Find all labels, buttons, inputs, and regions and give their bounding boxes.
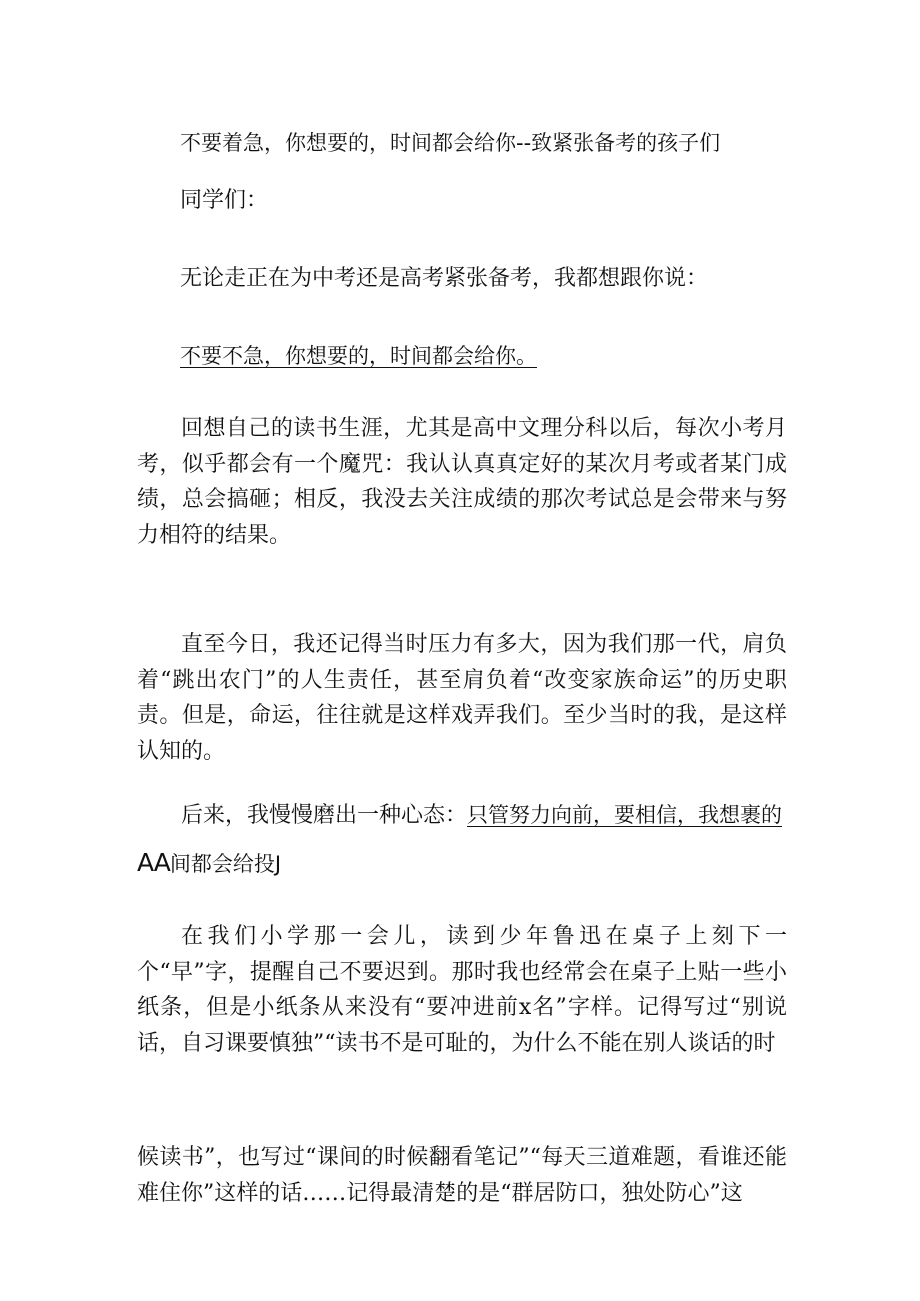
paragraph-3-garbled-rest: 间都会给投J	[169, 852, 282, 876]
highlight-sentence: 不要不急，你想要的，时间都会给你。	[180, 344, 537, 368]
paragraph-3-line-1	[181, 800, 782, 831]
paragraph-2: 直至今日，我还记得当时压力有多大，因为我们那一代，肩负着“跳出农门”的人生责任，甚至肩负着“改变家族命运”的历史职责。但是，命运，往往就是这样戏弄我们。至少当时的我，是这样认知的。	[137, 632, 787, 764]
paragraph-5: 候读书”，也写过“课间的时候翻看笔记”“每天三道难题，看谁还能难住你”这样的话……记得最清楚的是“群居防口，独处防心”这	[137, 1145, 787, 1206]
paragraph-3-line-2	[137, 848, 281, 879]
paragraph-1: 回想自己的读书生涯，尤其是高中文理分科以后，每次小考月考，似乎都会有一个魔咒：我认认真真定好的某次月考或者某门成绩，总会搞砸；相反，我没去关注成绩的那次考试总是会带来与努力相符的结果。	[137, 416, 787, 548]
paragraph-3-garbled-prefix: AA	[137, 848, 170, 877]
greeting: 同学们：	[180, 188, 269, 213]
paragraph-4: 在我们小学那一会儿，读到少年鲁迅在桌子上刻下一个“早”字，提醒自己不要迟到。那时我也经常会在桌子上贴一些小纸条，但是小纸条从来没有“要冲进前x名”字样。记得写过“别说话，自习课要慎独”“读书不是可耻的，为什么不能在别人谈话的时	[137, 924, 787, 1056]
paragraph-3-underlined: 只管努力向前，要相信，我想裹的	[467, 803, 783, 827]
paragraph-3-lead: 后来，我慢慢磨出一种心态：	[181, 803, 468, 828]
intro-text: 无论走正在为中考还是高考紧张备考，我都想跟你说：	[180, 266, 709, 291]
document-title: 不要着急，你想要的，时间都会给你--致紧张备考的孩子们	[180, 131, 721, 155]
